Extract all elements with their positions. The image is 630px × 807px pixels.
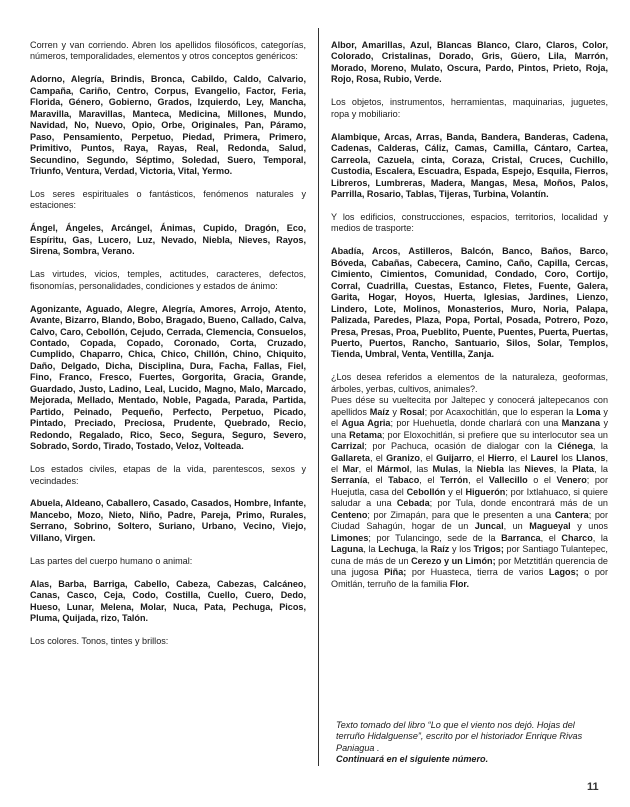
- surname-list: Albor, Amarillas, Azul, Blancas Blanco, Claro, Claros, Color, Colorado, Cristalinas, Dorado, Gris, Güero, Lila, Marrón, Morado, Moreno, Mulato, Oscura, Pardo, Pintos, Prieto, Roja, Rojo, Rosa, Rubio, Verde.: [331, 40, 608, 85]
- text-run: ; por Pachuca, ocasión de dialogar con la: [364, 441, 558, 452]
- continued-note: Continuará en el siguiente número.: [336, 754, 489, 765]
- text-run: ; por Tulancingo, sede de la: [368, 532, 502, 543]
- surname-highlight: Guijarro: [436, 452, 472, 463]
- text-run: , la: [592, 441, 608, 452]
- paragraph-intro: Corren y van corriendo. Abren los apellidos filosóficos, categorías, números, temporalidades, elementos y otros conceptos genéricos:: [30, 40, 306, 62]
- paragraph-intro: Las virtudes, vicios, temples, actitudes, caracteres, defectos, fisonomías, personalidades, condiciones y estados de ánimo:: [30, 269, 306, 291]
- surname-highlight: Nieves: [524, 464, 554, 474]
- page-number: 11: [587, 781, 599, 793]
- text-run: y una: [331, 418, 608, 440]
- text-run: , la: [415, 544, 431, 555]
- surname-highlight: Limones: [331, 532, 369, 543]
- surname-list: Alambique, Arcas, Arras, Banda, Bandera, Banderas, Cadena, Cadenas, Calderas, Cáliz, Camas, Camilla, Cántaro, Cartea, Carreola, Cazuela, cinta, Coraza, Cristal, Cruces, Cuchillo, Custodia, Escalera, Escuadra, Espada, Espejo, Esquila, Fierros, Libreros, Lumbreras, Madera, Mangas, Mesa, Moños, Palos, Parrilla, Rosario, Tablas, Tijeras, Turbina, Volantín.: [331, 131, 608, 199]
- surname-highlight: Laguna: [331, 544, 364, 555]
- text-run: ; por Ixtlahuaco, si quiere saludar a una: [331, 486, 608, 509]
- surname-highlight: Cebada: [396, 498, 430, 509]
- surname-highlight: Plata: [572, 464, 594, 474]
- surname-highlight: Lechuga: [378, 544, 416, 555]
- surname-highlight: Venero: [556, 475, 587, 486]
- source-credit: [336, 720, 606, 766]
- text-run: , la: [458, 464, 477, 474]
- surname-highlight: Retama: [349, 429, 383, 440]
- text-run: , un: [503, 521, 530, 532]
- text-run: , el: [540, 532, 562, 543]
- text-run: ; por Acaxochitlán, que lo esperan la: [424, 406, 577, 417]
- paragraph-intro: Los estados civiles, etapas de la vida, parentescos, sexos y vecindades:: [30, 464, 306, 486]
- text-run: , las: [409, 464, 433, 474]
- surname-highlight: Vallecillo: [488, 475, 528, 486]
- text-run: ; por Huehuetla, donde charlará con una: [390, 418, 562, 429]
- surname-highlight: Terrón: [439, 475, 469, 486]
- surname-highlight: Manzana: [561, 418, 601, 429]
- text-run: o el: [527, 475, 557, 486]
- surname-highlight: Charco: [561, 532, 593, 543]
- surname-highlight: Carrizal: [331, 441, 365, 452]
- paragraph-intro: Los colores. Tonos, tintes y brillos:: [30, 636, 169, 647]
- right-column: [331, 40, 608, 601]
- text-run: ; por Huejutla, casa del: [331, 475, 608, 497]
- text-run: , el: [331, 452, 608, 474]
- credit-text: Texto tomado del libro “Lo que el viento nos dejó. Hojas del terruño Hidalguense”, escrito por el historiador Enrique Rivas Paniagua .: [336, 720, 583, 753]
- surname-highlight: Granizo: [386, 452, 420, 463]
- text-run: las: [503, 464, 525, 474]
- surname-highlight: Loma: [576, 406, 601, 417]
- text-run: ; por Tula, donde encontrará más de un: [429, 498, 608, 509]
- surname-list: Adorno, Alegría, Brindis, Bronca, Cabildo, Caldo, Calvario, Campaña, Cariño, Centro, Corpus, Evangelio, Factor, Feria, Florida, Género, Gobierno, Grados, Izquierdo, Ley, Mancha, Maravilla, Maravillas, Manteca, Medicina, Millones, Mundo, Navidad, No, Nuevo, Opio, Orbe, Originales, Pan, Páramo, Paso, Pensamiento, Perpetuo, Piedad, Primera, Primero, Primitivo, Puntos, Raya, Rayas, Real, Redonda, Salud, Secundino, Segundo, Séptimo, Soledad, Suero, Temporal, Triunfo, Ventura, Verdad, Victoria, Vital, Yermo.: [30, 74, 306, 177]
- text-run: por Huasteca, tierra de varios: [406, 567, 549, 578]
- text-run: Pues dése su vueltecita por Jaltepec y conocerá jaltepecanos con apellidos: [331, 395, 608, 417]
- surname-list: Ángel, Ángeles, Arcángel, Ánimas, Cupido, Dragón, Eco, Espíritu, Gas, Lucero, Luz, Nevado, Niebla, Nieves, Rayos, Sirena, Sombra, Verano.: [30, 223, 306, 257]
- text-run: , la: [592, 532, 608, 543]
- text-run: , el: [468, 475, 489, 486]
- text-run: , la: [553, 464, 573, 474]
- surname-highlight: Cantera: [554, 509, 589, 520]
- left-column: [30, 40, 306, 647]
- surname-highlight: Llanos: [576, 452, 606, 463]
- paragraph-intro: Las partes del cuerpo humano o animal:: [30, 555, 193, 566]
- surname-highlight: Rosal: [399, 406, 425, 417]
- text-run: y los: [449, 544, 474, 555]
- surname-highlight: Cebollón: [406, 486, 446, 497]
- text-run: , el: [419, 452, 437, 463]
- surname-highlight: Raíz: [430, 544, 450, 555]
- surname-highlight: Flor.: [449, 578, 469, 589]
- nature-paragraph: [331, 395, 608, 590]
- surname-highlight: Tabaco: [388, 475, 420, 486]
- text-run: y: [389, 406, 400, 417]
- text-run: , el: [358, 464, 378, 474]
- surname-highlight: Laurel: [530, 452, 558, 463]
- surname-highlight: Higuerón: [465, 486, 506, 497]
- surname-highlight: Juncal: [474, 521, 504, 532]
- text-run: , el: [367, 475, 389, 486]
- text-run: , la: [593, 464, 608, 474]
- surname-highlight: Cerezo y un Limón;: [411, 555, 496, 566]
- paragraph-intro: Los objetos, instrumentos, herramientas, maquinarias, juguetes, ropa y mobiliario:: [331, 97, 608, 119]
- text-run: , el: [471, 452, 488, 463]
- text-run: ; por Eloxochitlán, si prefiere que su interlocutor sea un: [382, 429, 608, 440]
- surname-highlight: Ciénega: [557, 441, 593, 452]
- surname-highlight: Serranía: [331, 475, 368, 486]
- surname-highlight: Niebla: [476, 464, 504, 474]
- text-run: y el: [445, 486, 466, 497]
- text-run: por Metztitlán querencia de una jugosa: [331, 555, 608, 578]
- text-run: y el: [331, 406, 608, 429]
- text-run: ; por Zimapán, para que le presenten a una: [367, 509, 555, 520]
- surname-highlight: Mar: [342, 464, 359, 474]
- surname-highlight: Piña;: [384, 567, 407, 578]
- surname-highlight: Hierro: [487, 452, 515, 463]
- surname-list: Abuela, Aldeano, Caballero, Casado, Casados, Hombre, Infante, Mancebo, Mozo, Nieto, Niño, Padre, Pareja, Primo, Rurales, Serrano, Sobrino, Soltero, Suriano, Urbano, Vecino, Viejo, Villano, Virgen.: [30, 498, 306, 543]
- surname-highlight: Maíz: [369, 406, 390, 417]
- surname-highlight: Gallareta: [331, 452, 370, 463]
- text-run: y unos: [570, 521, 608, 532]
- surname-highlight: Mármol: [377, 464, 410, 474]
- text-run: ; por Ciudad Sahagún, hogar de un: [331, 509, 608, 532]
- paragraph-intro: Los seres espirituales o fantásticos, fenómenos naturales y estaciones:: [30, 188, 306, 211]
- text-run: los: [557, 452, 577, 463]
- text-run: por Santiago Tulantepec, cuna de más de un: [331, 544, 608, 566]
- column-divider: [318, 28, 319, 766]
- surname-highlight: Centeno: [331, 509, 368, 520]
- text-run: o por Omitlán, terruño de la familia: [331, 567, 608, 589]
- surname-highlight: Agua Agria: [341, 418, 391, 429]
- surname-list: Agonizante, Aguado, Alegre, Alegría, Amores, Arrojo, Atento, Avante, Bizarro, Blando, Bobo, Bragado, Bueno, Callado, Calva, Calvo, Caro, Cebollón, Cejudo, Cerrada, Clemencia, Consuelos, Contado, Copada, Copado, Coronado, Corta, Cruzado, Cumplido, Chaparro, Chica, Chico, Chillón, Chino, Chiquito, Daño, Delgado, Dicha, Disciplina, Dura, Facha, Fallas, Fiel, Fino, Franco, Fresco, Fuertes, Gorgorita, Gracia, Grande, Guardado, Justo, Ladino, Leal, Lucido, Magno, Malo, Marcado, Mejorada, Mellado, Mentado, Noble, Pagada, Parada, Partida, Partido, Peinado, Pequeño, Perfecto, Perpetuo, Picado, Pintado, Preciado, Preciosa, Prudente, Quebrado, Recio, Redondo, Regalado, Rico, Seco, Segura, Seguro, Severo, Sobrado, Sordo, Tirado, Tostado, Veloz, Volteada.: [30, 303, 306, 452]
- text-run: , el: [369, 452, 387, 463]
- surname-list: Abadía, Arcos, Astilleros, Balcón, Banco, Baños, Barco, Bóveda, Cabañas, Cabecera, Camino, Caño, Capilla, Cercas, Cimiento, Cimientos, Comunidad, Condado, Coro, Cortijo, Corral, Cuadrilla, Cuestas, Estanco, Fletes, Fuente, Galera, Garita, Hogar, Hoyos, Huerta, Iglesias, Jardines, Lienzo, Lindero, Lote, Molinos, Monasterios, Muro, Noria, Palapa, Palizada, Paredes, Plaza, Popa, Portal, Posada, Potrero, Pozo, Presa, Presas, Proa, Pueblito, Puente, Puentes, Puerta, Puertas, Puerto, Puertos, Rancho, Santuario, Silos, Solar, Templos, Tienda, Umbral, Venta, Ventilla, Zanja.: [331, 246, 608, 360]
- surname-highlight: Mulas: [432, 464, 459, 474]
- paragraph-intro: Y los edificios, construcciones, espacios, territorios, localidad y medios de trasporte:: [331, 211, 608, 234]
- surname-highlight: Barranca: [501, 532, 541, 543]
- surname-highlight: Trigos;: [473, 544, 504, 555]
- surname-highlight: Lagos;: [548, 567, 579, 578]
- text-run: , el: [514, 452, 531, 463]
- nature-question: ¿Los desea referidos a elementos de la naturaleza, geoformas, árboles, yerbas, cultivos, animales?.: [331, 372, 608, 394]
- text-run: , el: [419, 475, 440, 486]
- text-run: , la: [363, 544, 379, 555]
- surname-list: Alas, Barba, Barriga, Cabello, Cabeza, Cabezas, Calcáneo, Canas, Casco, Ceja, Codo, Costilla, Cuello, Cuero, Dedo, Hueso, Lunar, Melena, Molar, Nuca, Pata, Pechuga, Picos, Pluma, Quijada, rizo, Talón.: [30, 578, 306, 624]
- surname-highlight: Magueyal: [529, 521, 571, 532]
